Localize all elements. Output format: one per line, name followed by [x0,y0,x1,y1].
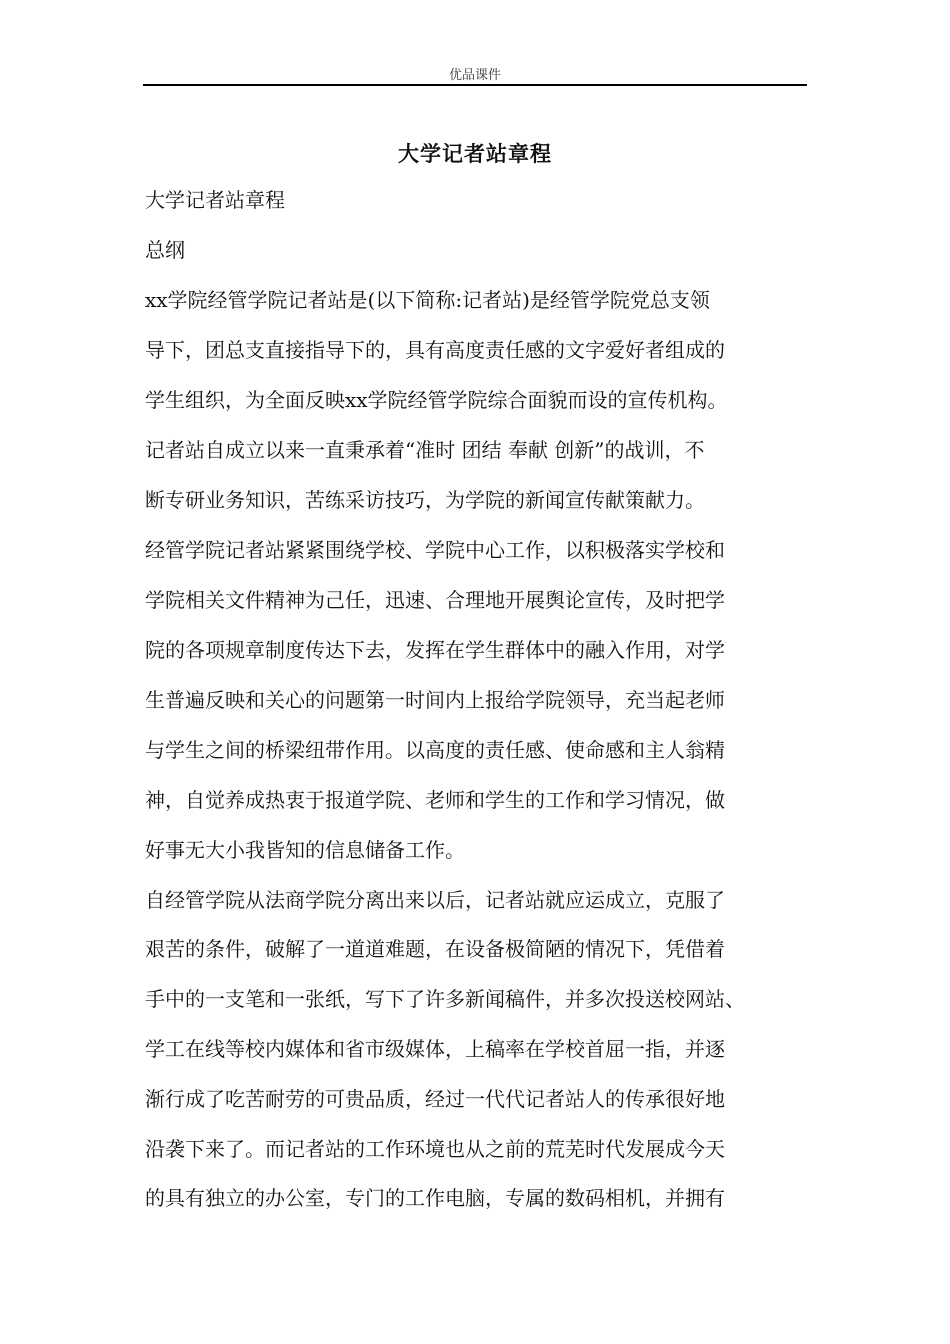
body-line: 沿袭下来了。而记者站的工作环境也从之前的荒芜时代发展成今天 [145,1137,725,1161]
body-line: 记者站自成立以来一直秉承着“准时 团结 奉献 创新”的战训，不 [145,438,705,462]
body-line: 断专研业务知识，苦练采访技巧，为学院的新闻宣传献策献力。 [145,488,705,512]
body-line: 艰苦的条件，破解了一道道难题，在设备极简陋的情况下，凭借着 [145,937,725,961]
body-line: 手中的一支笔和一张纸，写下了许多新闻稿件，并多次投送校网站、 [145,987,745,1011]
body-line: 自经管学院从法商学院分离出来以后，记者站就应运成立，克服了 [145,888,725,912]
section-heading: 总纲 [145,238,185,262]
subtitle-line: 大学记者站章程 [145,188,285,212]
body-line: 经管学院记者站紧紧围绕学校、学院中心工作，以积极落实学校和 [145,538,725,562]
body-line: 生普遍反映和关心的问题第一时间内上报给学院领导，充当起老师 [145,688,725,712]
header-divider [143,84,807,86]
body-line: 学生组织，为全面反映xx学院经管学院综合面貌而设的宣传机构。 [145,388,728,412]
body-line: 神，自觉养成热衷于报道学院、老师和学生的工作和学习情况，做 [145,788,725,812]
body-line: 学院相关文件精神为己任，迅速、合理地开展舆论宣传，及时把学 [145,588,725,612]
document-title: 大学记者站章程 [398,141,552,166]
body-line: 导下，团总支直接指导下的，具有高度责任感的文字爱好者组成的 [145,338,725,362]
body-line: 与学生之间的桥梁纽带作用。以高度的责任感、使命感和主人翁精 [145,738,725,762]
body-line: 好事无大小我皆知的信息储备工作。 [145,838,465,862]
body-line: xx学院经管学院记者站是(以下简称:记者站)是经管学院党总支领 [145,288,710,312]
body-line: 的具有独立的办公室，专门的工作电脑，专属的数码相机，并拥有 [145,1186,725,1210]
body-line: 渐行成了吃苦耐劳的可贵品质，经过一代代记者站人的传承很好地 [145,1087,725,1111]
body-line: 学工在线等校内媒体和省市级媒体，上稿率在学校首屈一指，并逐 [145,1037,725,1061]
body-line: 院的各项规章制度传达下去，发挥在学生群体中的融入作用，对学 [145,638,725,662]
page-header-text: 优品课件 [448,68,501,83]
